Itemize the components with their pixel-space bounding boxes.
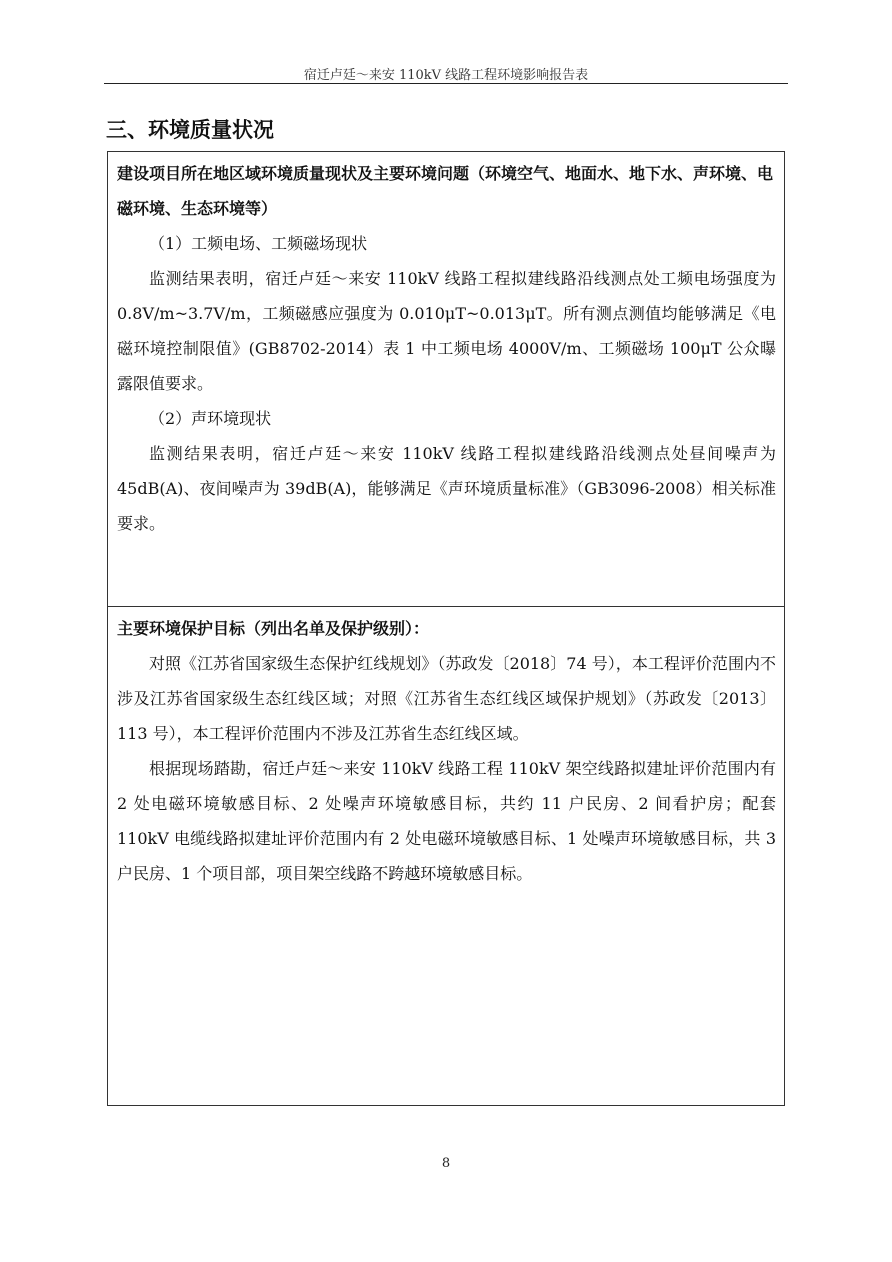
running-header: 宿迁卢廷～来安 110kV 线路工程环境影响报告表 bbox=[303, 68, 589, 83]
section-heading: 三、环境质量状况 bbox=[106, 118, 274, 142]
paragraph-emf: 监测结果表明，宿迁卢廷～来安 110kV 线路工程拟建线路沿线测点处工频电场强度为 0.8V/m~3.7V/m，工频磁感应强度为 0.010μT~0.013μT。所有测点测值均能够满足《电磁环境控制限值》(GB8702-2014）表 1 中工频电场 4000V/m、工频磁场 100μT 公众曝露限值要求。 bbox=[117, 269, 776, 393]
subheading-noise: （2）声环境现状 bbox=[149, 409, 272, 428]
paragraph-sensitive-targets: 根据现场踏勘，宿迁卢廷～来安 110kV 线路工程 110kV 架空线路拟建址评价范围内有 2 处电磁环境敏感目标、2 处噪声环境敏感目标，共约 11 户民房、2 间看护房；配套 110kV 电缆线路拟建址评价范围内有 2 处电磁环境敏感目标、1 处噪声环境敏感目标，共 3 户民房、1 个项目部，项目架空线路不跨越环境敏感目标。 bbox=[117, 759, 776, 883]
environment-quality-box bbox=[107, 151, 785, 607]
protection-targets-box bbox=[107, 606, 785, 1106]
subheading-emf: （1）工频电场、工频磁场现状 bbox=[149, 234, 368, 253]
paragraph-noise: 监测结果表明，宿迁卢廷～来安 110kV 线路工程拟建线路沿线测点处昼间噪声为 45dB(A)、夜间噪声为 39dB(A)，能够满足《声环境质量标准》（GB3096-2008）相关标准要求。 bbox=[117, 444, 776, 533]
header-divider bbox=[104, 83, 788, 84]
page-number: 8 bbox=[441, 1156, 451, 1171]
protection-targets-title: 主要环境保护目标（列出名单及保护级别）： bbox=[117, 619, 430, 638]
environment-quality-title: 建设项目所在地区域环境质量现状及主要环境问题（环境空气、地面水、地下水、声环境、电磁环境、生态环境等） bbox=[117, 164, 774, 218]
paragraph-ecological-redline: 对照《江苏省国家级生态保护红线规划》（苏政发〔2018〕74 号），本工程评价范围内不涉及江苏省国家级生态红线区域；对照《江苏省生态红线区域保护规划》（苏政发〔2013〕113 号），本工程评价范围内不涉及江苏省生态红线区域。 bbox=[117, 654, 776, 743]
